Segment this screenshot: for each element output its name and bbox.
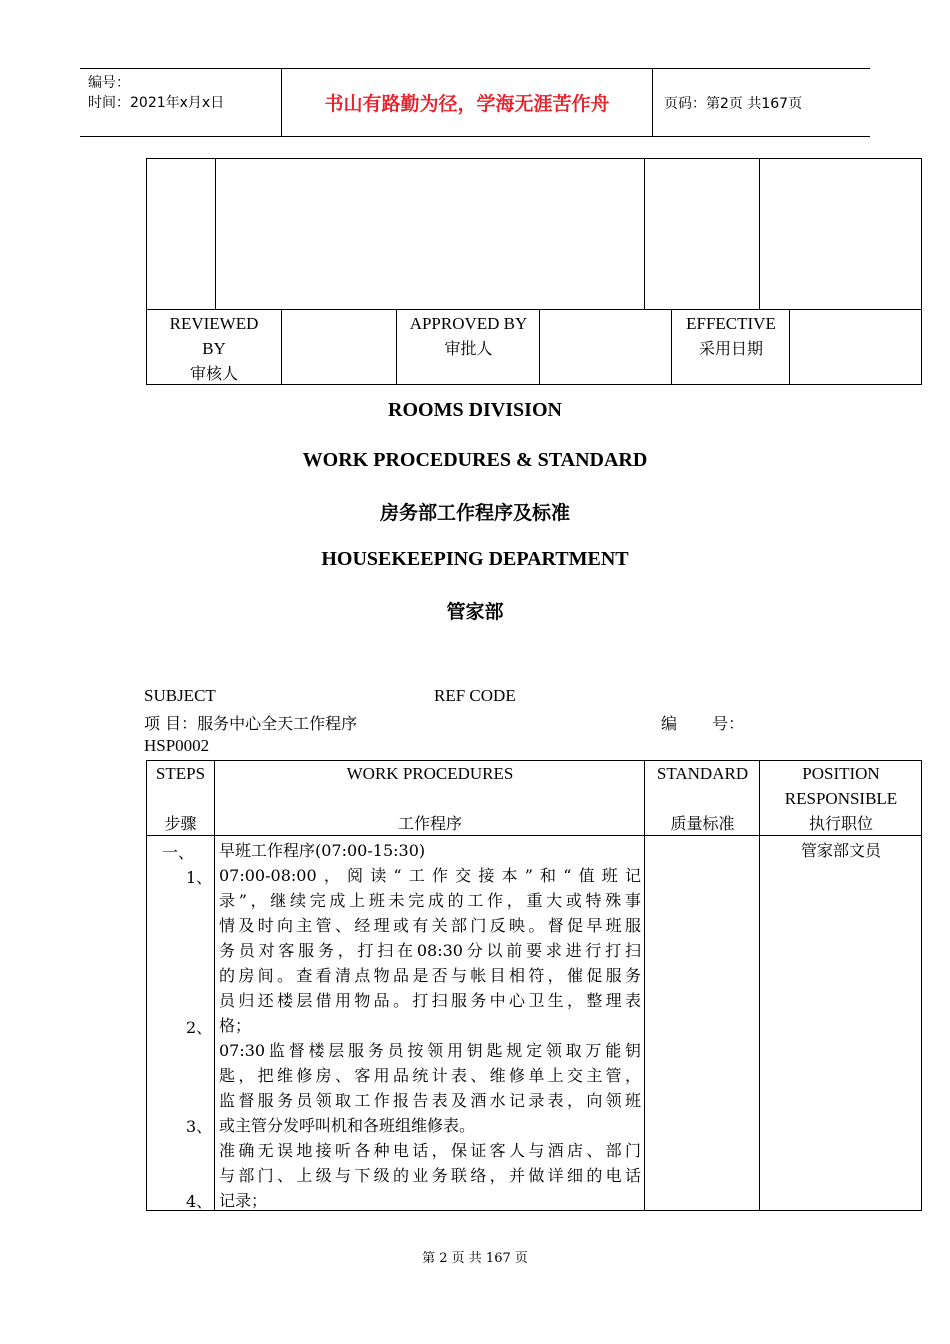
page-label: 页码：第2页 共167页 (664, 96, 803, 112)
reviewed-by-cell (146, 309, 282, 385)
procedure-line: 或主管分发呼叫机和各班组维修表。 (219, 1116, 476, 1135)
procedure-line: 匙，把维修房、客用品统计表、维修单上交主管， (219, 1066, 641, 1085)
step-main: 一、 (162, 843, 195, 862)
title-procedures-cn: 房务部工作程序及标准 (379, 502, 570, 524)
header-position-en-1: POSITION (802, 764, 880, 783)
procedure-line: 务员对客服务，打扫在08:30分以前要求进行打扫 (219, 941, 641, 960)
subject-en: SUBJECT (144, 686, 216, 705)
header-steps-en: STEPS (155, 764, 206, 783)
procedure-line: 监督服务员领取工作报告表及酒水记录表，向领班 (219, 1091, 641, 1110)
step-number-3: 3、 (186, 1117, 213, 1136)
approval-empty-row (146, 158, 922, 310)
effective-cell (672, 309, 790, 385)
title-department: HOUSEKEEPING DEPARTMENT (321, 548, 629, 570)
reviewed-by-en: REVIEWED BY (169, 314, 259, 358)
position-value: 管家部文员 (800, 841, 881, 860)
motto: 书山有路勤为径，学海无涯苦作舟 (281, 69, 653, 136)
header-standard-en: STANDARD (656, 764, 749, 783)
effective-en: EFFECTIVE (686, 314, 776, 333)
title-division: ROOMS DIVISION (388, 399, 562, 421)
step-number-1: 1、 (186, 868, 213, 887)
reviewed-by-value (281, 309, 397, 385)
approved-by-value (539, 309, 672, 385)
procedure-line: 与部门、上级与下级的业务联络，并做详细的电话 (219, 1166, 641, 1185)
effective-cn: 采用日期 (698, 339, 763, 358)
header-steps (146, 761, 215, 836)
approval-empty-cell-1 (146, 158, 216, 310)
procedure-line: 录”，继续完成上班未完成的工作，重大或特殊事 (219, 891, 641, 910)
header-position-en-2: RESPONSIBLE (784, 789, 898, 808)
procedure-line: 07:30监督楼层服务员按领用钥匙规定领取万能钥 (219, 1041, 641, 1060)
header-standard-cn: 质量标准 (670, 814, 735, 833)
procedure-line: 准确无误地接听各种电话，保证客人与酒店、部门 (219, 1141, 641, 1160)
procedure-line: 记录； (219, 1191, 268, 1210)
header-procedures (215, 761, 645, 836)
approval-empty-cell-3 (644, 158, 760, 310)
time-label: 时间：2021年x月x日 (88, 95, 225, 111)
header-position-cn: 执行职位 (808, 814, 873, 833)
approved-by-cn: 审批人 (444, 339, 493, 358)
page-footer: 第 2 页 共 167 页 (422, 1251, 528, 1266)
code-value: HSP0002 (144, 736, 210, 755)
approved-by-cell (397, 309, 540, 385)
header-steps-cn: 步骤 (164, 814, 197, 833)
step-number-2: 2、 (186, 1018, 213, 1037)
effective-divider (789, 309, 790, 385)
code-label: 编 号： (661, 714, 745, 733)
title-department-cn: 管家部 (446, 601, 504, 623)
header-position (760, 761, 922, 836)
procedure-line: 情及时向主管、经理或有关部门反映。督促早班服 (219, 916, 641, 935)
title-procedures: WORK PROCEDURES & STANDARD (302, 449, 648, 471)
page-header (80, 68, 870, 137)
procedure-line: 格； (219, 1016, 252, 1035)
procedure-line: 早班工作程序(07:00-15:30) (219, 841, 426, 860)
item-label: 项 目：服务中心全天工作程序 (144, 714, 358, 733)
header-left (88, 73, 224, 113)
procedure-line: 07:00-08:00，阅读“工作交接本”和“值班记 (219, 866, 641, 885)
header-procedures-cn: 工作程序 (397, 814, 462, 833)
header-standard (645, 761, 760, 836)
approved-by-en: APPROVED BY (409, 314, 528, 333)
reviewed-by-cn: 审核人 (189, 364, 238, 383)
header-procedures-en: WORK PROCEDURES (346, 764, 514, 783)
ref-code-en: REF CODE (434, 686, 516, 705)
step-number-4: 4、 (186, 1192, 213, 1211)
number-label: 编号： (88, 75, 130, 91)
procedure-line: 员归还楼层借用物品。打扫服务中心卫生，整理表 (219, 991, 641, 1010)
procedure-line: 的房间。查看清点物品是否与帐目相符，催促服务 (219, 966, 641, 985)
